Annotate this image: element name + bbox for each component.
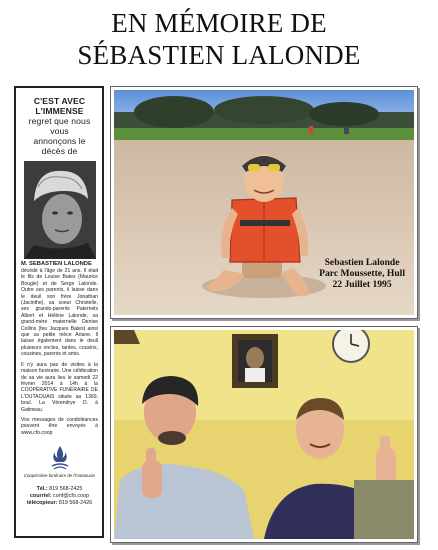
contact-email: courriel: conf@cfo.coop — [29, 493, 90, 500]
obituary-heading-line: regret que nous vous — [28, 116, 91, 136]
caption-line: Sebastien Lalonde — [324, 257, 400, 268]
obituary-contact — [21, 486, 98, 507]
contact-fax: télécopieur: 819 568-2426 — [26, 500, 93, 507]
obituary-heading-line: C'EST AVEC — [33, 96, 86, 106]
beach-photo-caption — [319, 257, 405, 290]
obituary-heading — [21, 96, 98, 156]
obituary-paragraph: Vos messages de condoléances peuvent être envoyés à www.cfo.coop — [21, 416, 98, 436]
obituary-paragraph: Il n'y aura pas de visites à la maison funéraire. Une célébration de sa vie aura lieu le samedi 22 février 2014 à 14h à la COOPÉRATIVE FUNÉRAIRE DE L'OUTAOUAIS située au 1369, boul. La Vérendrye O. à Gatineau. — [21, 361, 98, 413]
funeral-coop-logo-icon — [49, 444, 71, 472]
obituary-notice — [14, 86, 104, 538]
caption-line: 22 Juillet 1995 — [332, 279, 392, 290]
funeral-coop-name: Coopérative funéraire de l'Outaouais — [23, 473, 96, 479]
obituary-heading-line: L'IMMENSE — [35, 106, 84, 116]
photo-frame-beach — [110, 86, 418, 319]
obituary-heading-line: annonçons le décès de — [33, 136, 86, 156]
page-title-line-1: EN MÉMOIRE DE — [111, 8, 327, 38]
caption-line: Parc Moussette, Hull — [319, 268, 405, 279]
obituary-portrait — [24, 161, 96, 259]
obituary-paragraph: décédé à l'âge de 21 ans. Il était le fils de Louise Bates (Maurice Bougie) et de Serge Lalonde. Outre ses parents, il laisse dans le deuil son frère Jonathan (Jacinthe), sa soeur Christelle, ses grands-parents Paternels Albert et Hélène Lalonde, sa grand-mère maternelle Denise Collins (feu Jacques Bates) ainsi que sa petite nièce Ariane. Il laisse également dans le deuil plusieurs oncles, tantes, cousins, cousines, parents et amis. — [21, 268, 98, 358]
thumbs-up-photo — [114, 330, 414, 539]
deceased-name: M. SEBASTIEN LALONDE — [21, 261, 92, 267]
page-title-line-2: SÉBASTIEN LALONDE — [77, 40, 361, 70]
obituary-text — [21, 268, 98, 436]
photo-frame-thumbs-up — [110, 326, 418, 543]
contact-phone: Tél.: 819 568-2425 — [36, 486, 83, 493]
